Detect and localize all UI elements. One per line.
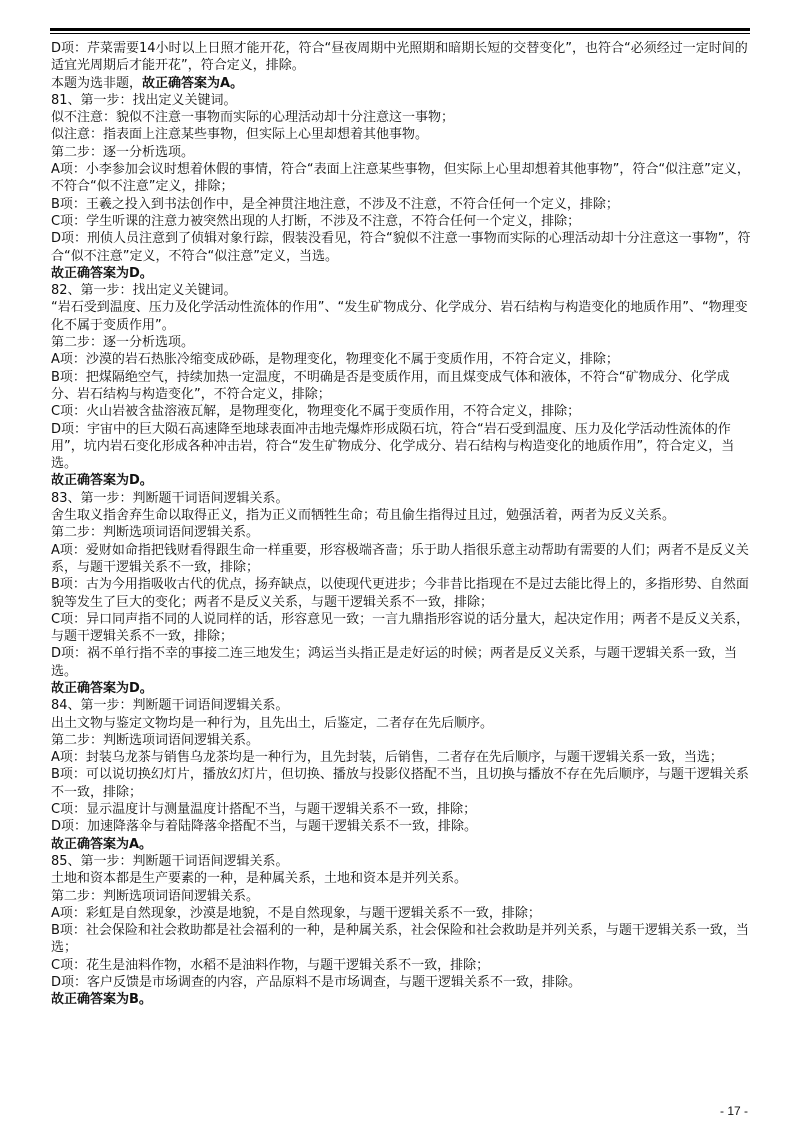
text-line: “岩石受到温度、压力及化学活动性流体的作用”、“发生矿物成分、化学成分、岩石结构与构造变化的地质作用”、“物理变化不属于变质作用”。 xyxy=(51,300,748,333)
text-line: 第二步：逐一分析选项。 xyxy=(51,144,195,160)
text-line: B项：社会保险和社会救助都是社会福利的一种，是种属关系，社会保险和社会救助是并列关系，与题干逻辑关系一致，当选； xyxy=(51,923,749,956)
text-line: A项：小李参加会议时想着休假的事情，符合“表面上注意某些事物，但实际上心里却想着其他事物”，符合“似注意”定义，不符合“似不注意”定义，排除； xyxy=(51,162,750,195)
text-line: C项：异口同声指不同的人说同样的话，形容意见一致；一言九鼎指形容说的话分量大，起决定作用；两者不是反义关系，与题干逻辑关系不一致，排除； xyxy=(51,611,750,645)
text-line: D项：刑侦人员注意到了侦辑对象行踪，假装没看见，符合“貌似不注意一事物而实际的心理活动却十分注意这一事物”，符合“似不注意”定义，不符合“似注意”定义，当选。 xyxy=(51,231,751,264)
text-line: A项：封装乌龙茶与销售乌龙茶均是一种行为，且先封装，后销售，二者存在先后顺序，与题干逻辑关系一致，当选； xyxy=(51,750,723,766)
text-line: 第二步：判断选项词语间逻辑关系。 xyxy=(51,888,260,904)
text-line: 第二步：逐一分析选项。 xyxy=(51,335,195,351)
text-line: A项：爱财如命指把钱财看得跟生命一样重要，形容极端吝啬；乐于助人指很乐意主动帮助有需要的人们；两者不是反义关系，与题干逻辑关系不一致，排除； xyxy=(51,542,749,575)
text-line: A项：沙漠的岩石热胀冷缩变成砂砾，是物理变化，物理变化不属于变质作用，不符合定义，排除； xyxy=(51,352,619,368)
text-line: 82、第一步：找出定义关键词。 xyxy=(51,283,237,299)
text-line: C项：花生是油料作物，水稻不是油料作物，与题干逻辑关系不一致，排除； xyxy=(51,957,490,973)
document-body xyxy=(51,40,751,1009)
text-line: 土地和资本都是生产要素的一种，是种属关系，土地和资本是并列关系。 xyxy=(51,871,468,887)
text-line: 81、第一步：找出定义关键词。 xyxy=(51,92,237,108)
text-line: D项：芹菜需要14小时以上日照才能开花，符合“昼夜周期中光照期和暗期长短的交替变化”，也符合“必须经过一定时间的适宜光周期后才能开花”，符合定义，排除。 xyxy=(51,41,748,74)
text-line: D项：客户反馈是市场调查的内容，产品原料不是市场调查，与题干逻辑关系不一致，排除。 xyxy=(51,975,582,991)
text-line: 似不注意：貌似不注意一事物而实际的心理活动却十分注意这一事物； xyxy=(51,110,455,126)
answer-line: 故正确答案为D。 xyxy=(51,265,153,281)
text-line: B项：可以说切换幻灯片，播放幻灯片，但切换、播放与投影仪搭配不当，且切换与播放不存在先后顺序，与题干逻辑关系不一致，排除； xyxy=(51,767,749,800)
header-rule-thick xyxy=(50,28,750,31)
text-line: D项：祸不单行指不幸的事接二连三地发生；鸿运当头指正是走好运的时候；两者是反义关系，与题干逻辑关系一致，当选。 xyxy=(51,646,738,679)
text-line: D项：宇宙中的巨大陨石高速降至地球表面冲击地壳爆炸形成陨石坑，符合“岩石受到温度、压力及化学活动性流体的作用”，坑内岩石变化形成各种冲击岩，符合“发生矿物成分、化学成分、岩石结构与构造变化的地质作用”，符合定义，当选。 xyxy=(51,421,735,472)
text-line: 舍生取义指舍弃生命以取得正义，指为正义而牺牲生命；苟且偷生指得过且过，勉强活着，两者为反义关系。 xyxy=(51,508,676,524)
text-line: A项：彩虹是自然现象，沙漠是地貌，不是自然现象，与题干逻辑关系不一致，排除； xyxy=(51,905,541,921)
text-line: D项：加速降落伞与着陆降落伞搭配不当，与题干逻辑关系不一致，排除。 xyxy=(51,819,478,835)
text-line: C项：显示温度计与测量温度计搭配不当，与题干逻辑关系不一致，排除； xyxy=(51,802,477,818)
text-line: 84、第一步：判断题干词语间逻辑关系。 xyxy=(51,698,289,714)
text-line: B项：古为今用指吸收古代的优点，扬弃缺点，以使现代更进步；今非昔比指现在不是过去能比得上的，多指形势、自然面貌等发生了巨大的变化；两者不是反义关系，与题干逻辑关系不一致，排除； xyxy=(51,577,749,610)
text-line: C项：学生听课的注意力被突然出现的人打断，不涉及不注意，不符合任何一个定义，排除； xyxy=(51,213,581,229)
text-line: 85、第一步：判断题干词语间逻辑关系。 xyxy=(51,853,289,869)
answer-line: 故正确答案为A。 xyxy=(51,836,153,852)
answer-line: 故正确答案为B。 xyxy=(51,992,152,1008)
answer-line: 故正确答案为D。 xyxy=(51,473,153,489)
text-line: 83、第一步：判断题干词语间逻辑关系。 xyxy=(51,490,289,506)
text-line: B项：把煤隔绝空气，持续加热一定温度，不明确是否是变质作用，而且煤变成气体和液体，不符合“矿物成分、化学成分、岩石结构与构造变化”，不符合定义，排除； xyxy=(51,369,730,402)
text-line: 似注意：指表面上注意某些事物，但实际上心里却想着其他事物。 xyxy=(51,127,429,143)
page-number: - 17 - xyxy=(719,1104,748,1118)
answer-emphasis: 故正确答案为A。 xyxy=(142,75,244,91)
text-line: 出土文物与鉴定文物均是一种行为，且先出土，后鉴定，二者存在先后顺序。 xyxy=(51,715,494,731)
text-line: B项：王羲之投入到书法创作中，是全神贯注地注意，不涉及不注意，不符合任何一个定义，排除； xyxy=(51,196,619,212)
header-rule-thin xyxy=(50,33,750,34)
text-line: 第二步：判断选项词语间逻辑关系。 xyxy=(51,732,260,748)
answer-prefix: 本题为选非题， xyxy=(51,75,143,91)
text-line: 第二步：判断选项词语间逻辑关系。 xyxy=(51,525,260,541)
text-line: C项：火山岩被含盐溶液瓦解，是物理变化，物理变化不属于变质作用，不符合定义，排除； xyxy=(51,404,581,420)
answer-line xyxy=(51,75,751,92)
answer-line: 故正确答案为D。 xyxy=(51,680,153,696)
